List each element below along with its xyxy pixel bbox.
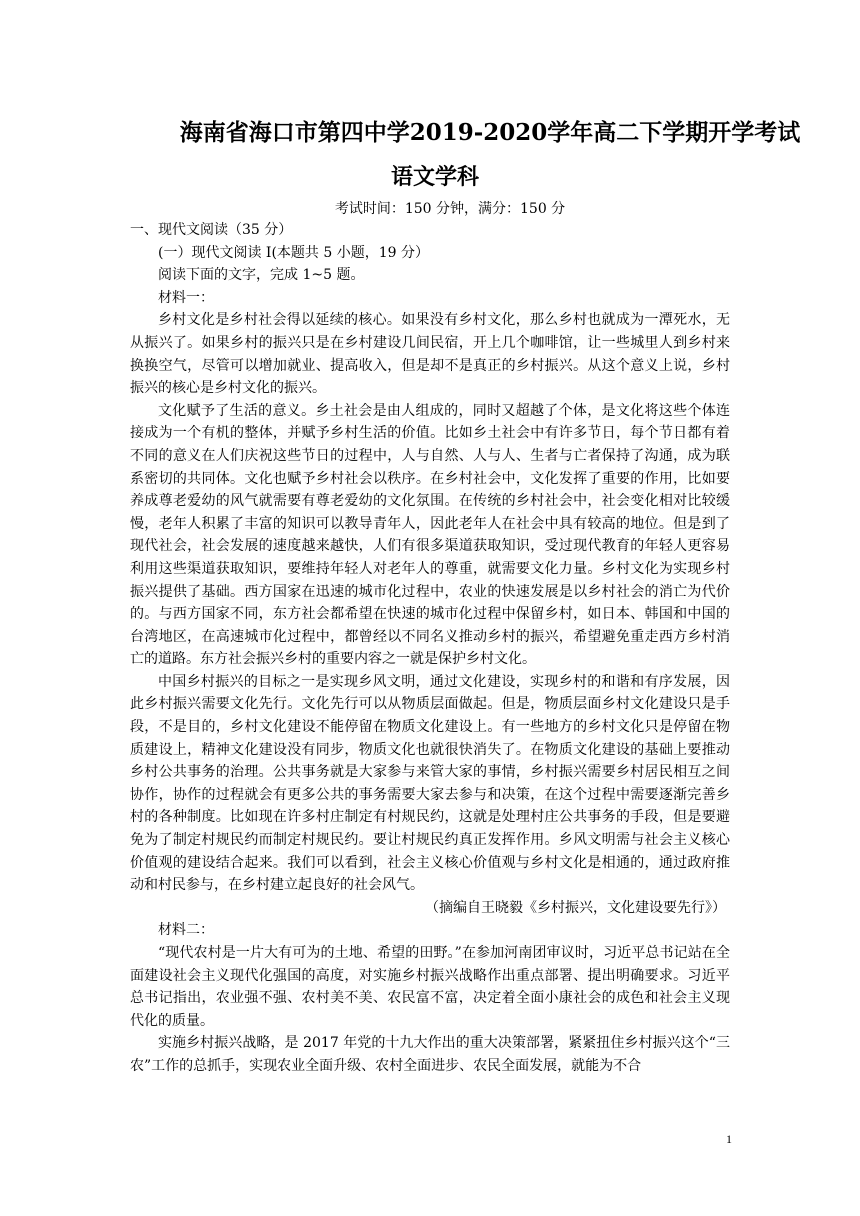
material-one-paragraph: 中国乡村振兴的目标之一是实现乡风文明，通过文化建设，实现乡村的和谐和有序发展，因此乡村振兴需要文化先行。文化先行可以从物质层面做起。但是，物质层面乡村文化建设只是手段，不是目的，乡村文化建设不能停留在物质文化建设上。有一些地方的乡村文化只是停留在物质建设上，精神文化建设没有同步，物质文化也就很快消失了。在物质文化建设的基础上要推动乡村公共事务的治理。公共事务就是大家参与来管大家的事情，乡村振兴需要乡村居民相互之间协作，协作的过程就会有更多公共的事务需要大家去参与和决策，在这个过程中需要逐渐完善乡村的各种制度。比如现在许多村庄制定有村规民约，这就是处理村庄公共事务的手段，但是要避免为了制定村规民约而制定村规民约。要让村规民约真正发挥作用。乡风文明需与社会主义核心价值观的建设结合起来。我们可以看到，社会主义核心价值观与乡村文化是相通的，通过政府推动和村民参与，在乡村建立起良好的社会风气。 bbox=[130, 673, 730, 894]
material-one-label: 材料一： bbox=[158, 289, 214, 306]
document-body bbox=[130, 219, 730, 1078]
material-one-source: （摘编自王晓毅《乡村振兴，文化建设要先行》） bbox=[425, 899, 726, 916]
subject-title: 语文学科 bbox=[390, 164, 479, 190]
document-title: 海南省海口市第四中学2019-2020学年高二下学期开学考试 bbox=[179, 119, 801, 146]
section-subheading: (一）现代文阅读 I(本题共 5 小题，19 分） bbox=[158, 244, 429, 261]
exam-info: 考试时间：150 分钟，满分：150 分 bbox=[334, 201, 566, 217]
section-heading: 一、现代文阅读（35 分） bbox=[130, 222, 293, 238]
material-two-label: 材料二： bbox=[158, 922, 214, 939]
material-one-paragraph: 文化赋予了生活的意义。乡土社会是由人组成的，同时又超越了个体，是文化将这些个体连接成为一个有机的整体，并赋予乡村生活的价值。比如乡土社会中有许多节日，每个节日都有着不同的意义在人们庆祝这些节日的过程中，人与自然、人与人、生者与亡者保持了沟通，成为联系密切的共同体。文化也赋予乡村社会以秩序。在乡村社会中，文化发挥了重要的作用，比如要养成尊老爱幼的风气就需要有尊老爱幼的文化氛围。在传统的乡村社会中，社会变化相对比较缓慢，老年人积累了丰富的知识可以教导青年人，因此老年人在社会中具有较高的地位。但是到了现代社会，社会发展的速度越来越快，人们有很多渠道获取知识，受过现代教育的年轻人更容易利用这些渠道获取知识，要维持年轻人对老年人的尊重，就需要文化力量。乡村文化为实现乡村振兴提供了基础。西方国家在迅速的城市化过程中，农业的快速发展是以乡村社会的消亡为代价的。与西方国家不同，东方社会都希望在快速的城市化过程中保留乡村，如日本、韩国和中国的台湾地区，在高速城市化过程中，都曾经以不同名义推动乡村的振兴，希望避免重走西方乡村消亡的道路。东方社会振兴乡村的重要内容之一就是保护乡村文化。 bbox=[130, 402, 730, 668]
material-one-paragraph: 乡村文化是乡村社会得以延续的核心。如果没有乡村文化，那么乡村也就成为一潭死水，无从振兴了。如果乡村的振兴只是在乡村建设几间民宿，开上几个咖啡馆，让一些城里人到乡村来换换空气，尽管可以增加就业、提高收入，但是却不是真正的乡村振兴。从这个意义上说，乡村振兴的核心是乡村文化的振兴。 bbox=[130, 312, 730, 397]
material-two-paragraph: “现代农村是一片大有可为的土地、希望的田野。”在参加河南团审议时，习近平总书记站在全面建设社会主义现代化强国的高度，对实施乡村振兴战略作出重点部署、提出明确要求。习近平总书记指出，农业强不强、农村美不美、农民富不富，决定着全面小康社会的成色和社会主义现代化的质量。 bbox=[130, 945, 730, 1029]
material-two-paragraph: 实施乡村振兴战略，是 2017 年党的十九大作出的重大决策部署，紧紧扭住乡村振兴这个“三农”工作的总抓手，实现农业全面升级、农村全面进步、农民全面发展，就能为不合 bbox=[130, 1035, 730, 1074]
page-number: 1 bbox=[726, 1132, 732, 1146]
instruction-text: 阅读下面的文字，完成 1~5 题。 bbox=[158, 267, 365, 284]
